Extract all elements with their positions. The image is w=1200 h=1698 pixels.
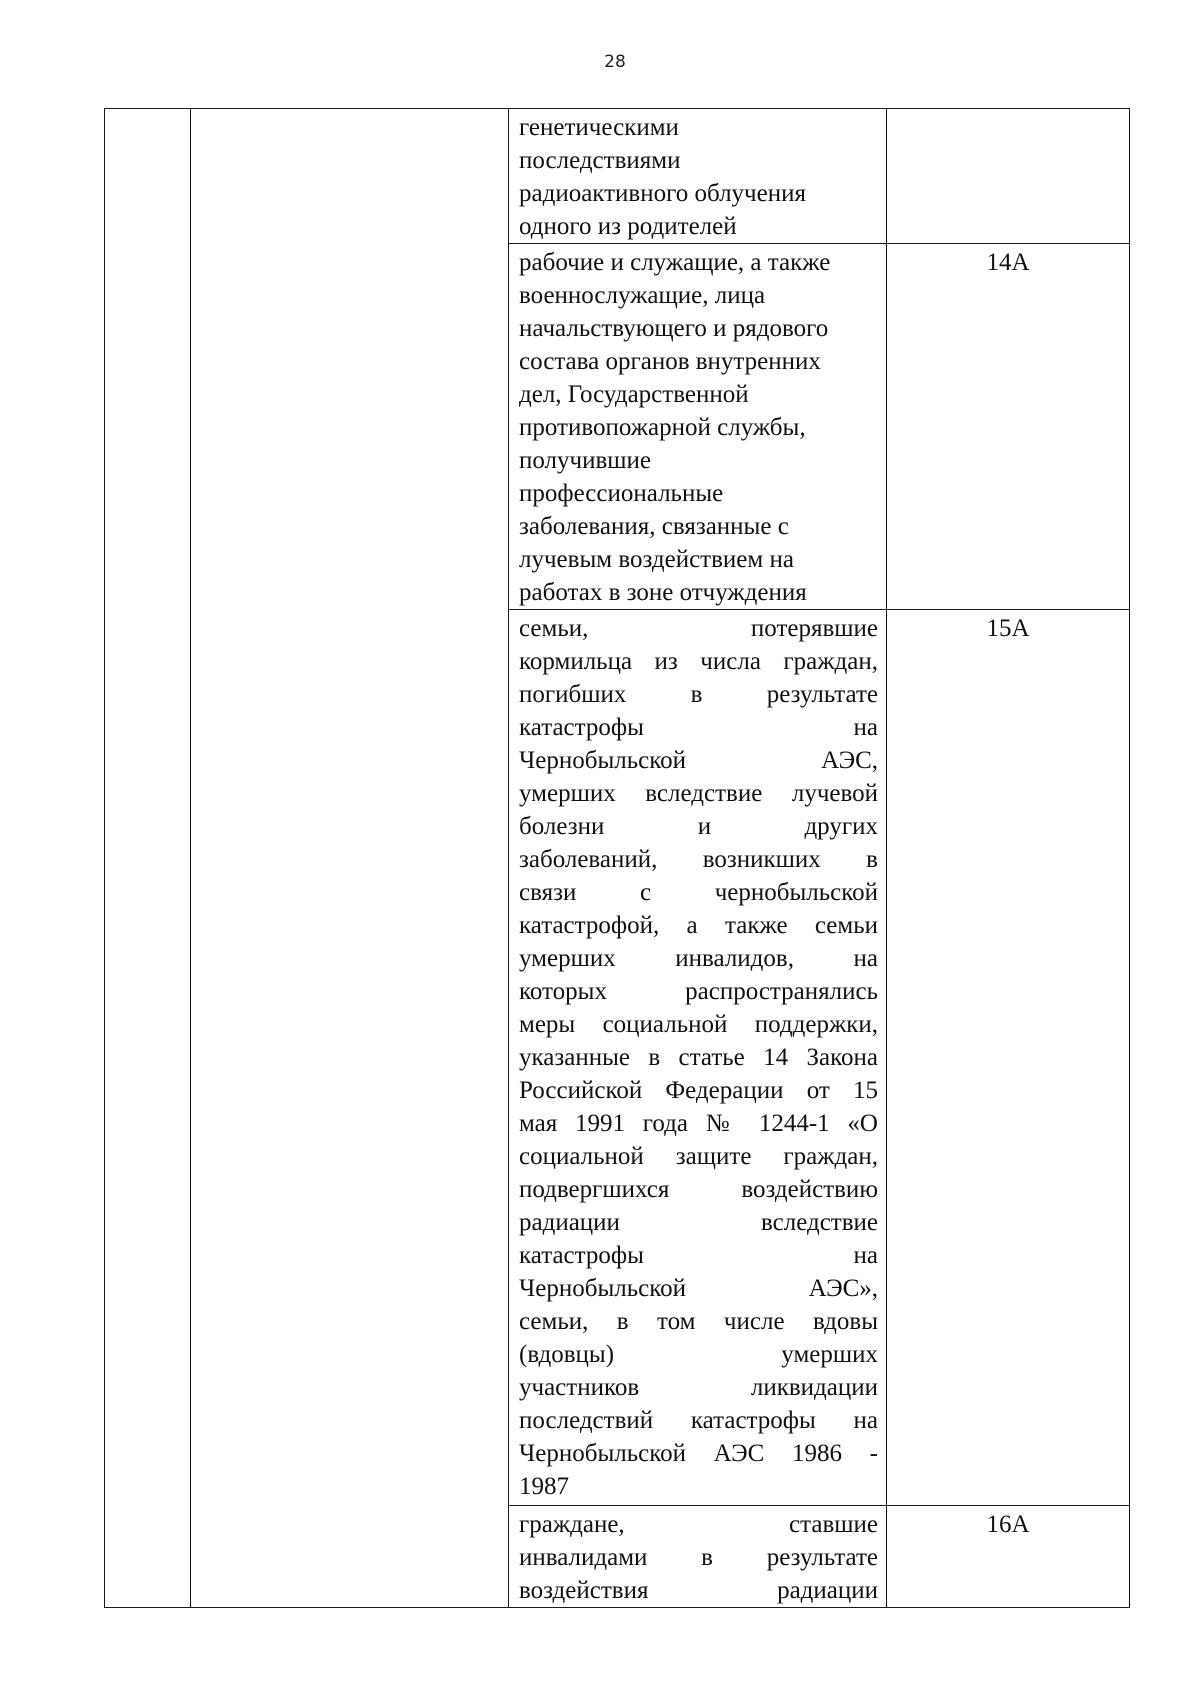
description-line: рабочие и служащие, а также bbox=[519, 249, 831, 276]
description-line: одного из родителей bbox=[519, 213, 737, 240]
category-code: 14А bbox=[986, 249, 1030, 276]
description-line: заболевания, связанные с bbox=[519, 513, 789, 540]
description-line: радиации вследствие bbox=[519, 1209, 878, 1236]
description-line: Чернобыльской АЭС», bbox=[519, 1275, 878, 1302]
description-line: катастрофой, а также семьи bbox=[519, 912, 878, 939]
description-line: генетическими bbox=[519, 114, 679, 141]
description-line: социальной защите граждан, bbox=[519, 1143, 878, 1170]
description-line: противопожарной службы, bbox=[519, 414, 806, 441]
category-code bbox=[887, 109, 1129, 111]
description-line: умерших вследствие лучевой bbox=[519, 780, 878, 807]
description-text bbox=[509, 244, 886, 609]
description-line: семьи, в том числе вдовы bbox=[519, 1308, 878, 1335]
description-line: катастрофы на bbox=[519, 1242, 878, 1269]
description-cell bbox=[509, 1506, 887, 1608]
page-number: 28 bbox=[604, 52, 626, 72]
benefit-category-table bbox=[104, 108, 1130, 1608]
description-line: мая 1991 года № 1244-1 «О bbox=[519, 1110, 878, 1137]
description-line: (вдовцы) умерших bbox=[519, 1341, 878, 1368]
description-line: участников ликвидации bbox=[519, 1374, 878, 1401]
description-line: связи с чернобыльской bbox=[519, 879, 878, 906]
category-code: 16А bbox=[986, 1511, 1030, 1538]
description-line: дел, Государственной bbox=[519, 381, 749, 408]
description-text bbox=[509, 109, 886, 243]
description-line: семьи, потерявшие bbox=[519, 615, 878, 642]
description-line: заболеваний, возникших в bbox=[519, 846, 878, 873]
table-row bbox=[105, 109, 1130, 244]
description-line: 1987 bbox=[519, 1473, 569, 1500]
description-line: Чернобыльской АЭС, bbox=[519, 747, 878, 774]
code-cell bbox=[887, 109, 1130, 244]
code-cell bbox=[887, 610, 1130, 1506]
description-line: радиоактивного облучения bbox=[519, 180, 806, 207]
description-line: работах в зоне отчуждения bbox=[519, 579, 807, 606]
description-line: военнослужащие, лица bbox=[519, 282, 766, 309]
description-cell bbox=[509, 244, 887, 610]
description-line: болезни и других bbox=[519, 813, 878, 840]
description-line: указанные в статье 14 Закона bbox=[519, 1044, 878, 1071]
description-line: инвалидами в результате bbox=[519, 1544, 878, 1571]
description-line: умерших инвалидов, на bbox=[519, 945, 878, 972]
description-line: погибших в результате bbox=[519, 681, 878, 708]
description-line: катастрофы на bbox=[519, 714, 878, 741]
description-line: граждане, ставшие bbox=[519, 1511, 878, 1538]
description-line: подвергшихся воздействию bbox=[519, 1176, 878, 1203]
code-cell bbox=[887, 1506, 1130, 1608]
category-code: 15А bbox=[986, 615, 1030, 642]
category-column-cell bbox=[191, 109, 509, 1608]
description-line: начальствующего и рядового bbox=[519, 315, 829, 342]
description-line: получившие bbox=[519, 447, 652, 474]
description-line: воздействия радиации bbox=[519, 1577, 878, 1604]
description-line: которых распространялись bbox=[519, 978, 878, 1005]
description-line: последствий катастрофы на bbox=[519, 1407, 878, 1434]
description-cell bbox=[509, 610, 887, 1506]
description-line: Российской Федерации от 15 bbox=[519, 1077, 878, 1104]
number-column-cell bbox=[105, 109, 191, 1608]
description-text bbox=[509, 1506, 886, 1607]
code-cell bbox=[887, 244, 1130, 610]
description-line: меры социальной поддержки, bbox=[519, 1011, 878, 1038]
description-line: Чернобыльской АЭС 1986 - bbox=[519, 1440, 878, 1467]
description-line: состава органов внутренних bbox=[519, 348, 821, 375]
description-line: профессиональные bbox=[519, 480, 724, 507]
description-line: кормильца из числа граждан, bbox=[519, 648, 878, 675]
description-line: лучевым воздействием на bbox=[519, 546, 794, 573]
description-text bbox=[509, 610, 886, 1503]
description-cell bbox=[509, 109, 887, 244]
description-line: последствиями bbox=[519, 147, 681, 174]
